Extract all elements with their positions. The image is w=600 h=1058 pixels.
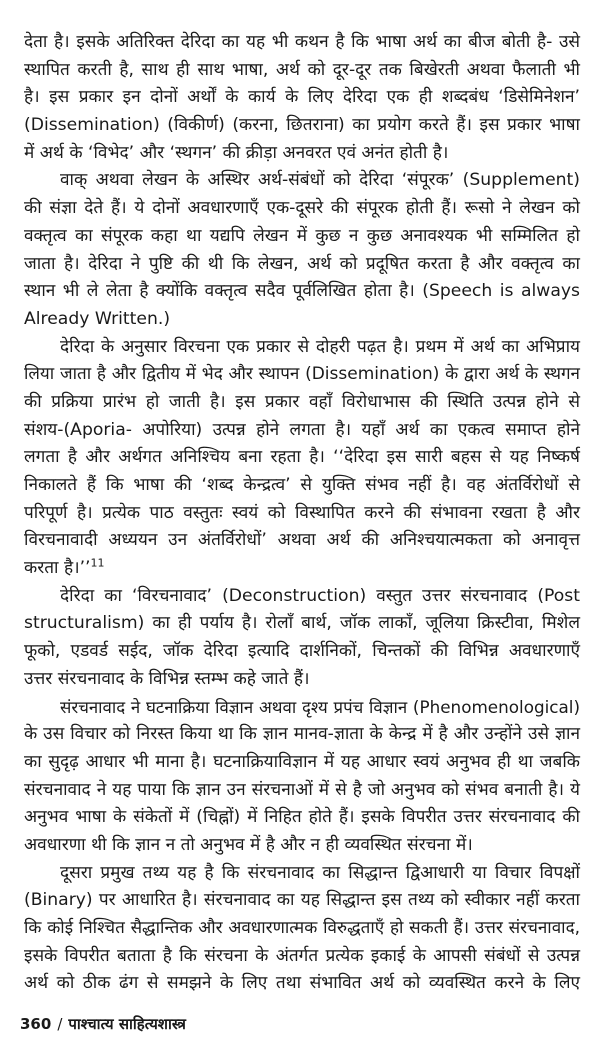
- line-text: निकालते हैं कि भाषा की ‘शब्द केन्द्रत्व’ से युक्ति संभव नहीं है। वह अंतर्विरोधों से: [24, 475, 580, 495]
- text-line: [24, 140, 580, 168]
- line-text: Already Written.): [24, 308, 171, 329]
- line-text: विरचनावादी अध्ययन उन अंतर्विरोधों’ अथवा अर्थ की अनिश्चयात्मकता को अनावृत्त: [24, 530, 580, 551]
- line-text: अर्थ को ठीक ढंग से समझने के लिए तथा संभावित अर्थ को व्यवस्थित करने के लिए: [24, 973, 580, 994]
- line-text: स्थान भी ले लेता है क्योंकि वक्तृत्व सदैव पूर्वलिखित होता है। (Speech is always: [24, 281, 580, 302]
- line-text: में अर्थ के ‘विभेद’ और ‘स्थगन’ की क्रीड़ा अनवरत एवं अनंत होती है।: [24, 142, 449, 163]
- text-line: [24, 915, 580, 943]
- text-line: [24, 666, 580, 694]
- text-line: [24, 251, 580, 279]
- text-line: [24, 832, 580, 860]
- text-line: [24, 57, 580, 85]
- line-text: (Binary) पर आधारित है। संरचनावाद का यह सिद्धान्त इस तथ्य को स्वीकार नहीं करता: [24, 890, 580, 911]
- text-line: [24, 500, 580, 528]
- text-line: [24, 223, 580, 251]
- line-text: लिया जाता है और द्वितीय में भेद और स्थापन (Dissemination) के द्वारा अर्थ के स्थगन: [24, 364, 580, 385]
- line-text: फूको, एडवर्ड सईद, जॉक देरिदा इत्यादि दार्शनिकों, चिन्तकों की विभिन्न अवधारणाएँ: [24, 641, 580, 662]
- line-text: structuralism) का ही पर्याय है। रोलाँ बार्थ, जॉक लाकाँ, जूलिया क्रिस्टीवा, मिशेल: [24, 613, 580, 634]
- text-line: [24, 749, 580, 777]
- text-line: [24, 278, 580, 306]
- line-text: संरचनावाद ने यह पाया कि ज्ञान उन संरचनाओं में से है जो अनुभव को संभव बनाती है। ये: [24, 779, 580, 800]
- paragraph-first-line: [24, 694, 580, 722]
- text-line: [24, 195, 580, 223]
- line-text: देरिदा के अनुसार विरचना एक प्रकार से दोहरी पढ़त है। प्रथम में अर्थ का अभिप्राय: [60, 336, 580, 357]
- text-line: [24, 943, 580, 971]
- line-text: संशय-(Aporia- अपोरिया) उत्पन्न होने लगता है। यहाँ अर्थ का एकत्व समाप्त होने: [24, 419, 580, 440]
- text-line: [24, 638, 580, 666]
- page-number: 360: [20, 1015, 52, 1033]
- text-line: [24, 887, 580, 915]
- line-text: कि कोई निश्चित सैद्धान्तिक और अवधारणात्मक विरुद्धताएँ हो सकती हैं। उत्तर संरचनावाद,: [24, 918, 580, 938]
- line-text: अनुभव भाषा के संकेतों में (चिह्नों) में निहित होते हैं। इसके विपरीत उत्तर संरचनावाद की: [24, 807, 580, 828]
- line-text: स्थापित करती है, साथ ही साथ भाषा, अर्थ को दूर-दूर तक बिखेरती अथवा फैलाती भी: [24, 59, 580, 80]
- line-text: दूसरा प्रमुख तथ्य यह है कि संरचनावाद का सिद्धान्त द्विआधारी या विचार विपक्षों: [60, 862, 580, 883]
- page-footer: [20, 1014, 186, 1034]
- paragraph-first-line: [24, 167, 580, 195]
- text-line: [24, 29, 580, 57]
- book-title: पाश्चात्य साहित्यशास्त्र: [68, 1015, 186, 1033]
- line-text: की प्रक्रिया प्रारंभ हो जाती है। इस प्रकार वहाँ विरोधाभास की स्थिति उत्पन्न होने से: [24, 391, 580, 412]
- line-text: जाता है। देरिदा ने पुष्टि की थी कि लेखन, अर्थ को प्रदूषित करता है और वक्तृत्व का: [24, 253, 580, 274]
- text-line: [24, 804, 580, 832]
- footer-separator: /: [57, 1015, 63, 1033]
- line-text: अवधारणा थी कि ज्ञान न तो अनुभव में है और न ही व्यवस्थित संरचना में।: [24, 834, 473, 855]
- text-line: [24, 112, 580, 140]
- line-text: लगता है और अर्थगत अनिश्चिय बना रहता है। ‘‘देरिदा इस सारी बहस से यह निष्कर्ष: [24, 447, 580, 468]
- paragraph-first-line: [24, 860, 580, 888]
- line-text: परिपूर्ण है। प्रत्येक पाठ वस्तुतः स्वयं को विस्थापित करने की संभावना रखता है और: [24, 502, 580, 523]
- text-line: [24, 777, 580, 805]
- text-line: [24, 527, 580, 555]
- text-line: [24, 610, 580, 638]
- line-text: देता है। इसके अतिरिक्त देरिदा का यह भी कथन है कि भाषा अर्थ का बीज बोती है- उसे: [24, 32, 580, 52]
- text-line: [24, 555, 580, 583]
- line-text: देरिदा का ‘विरचनावाद’ (Deconstruction) वस्तुत उत्तर संरचनावाद (Post: [60, 585, 580, 606]
- text-line: [24, 970, 580, 998]
- text-line: [24, 84, 580, 112]
- text-line: [24, 444, 580, 472]
- line-text: के उस विचार को निरस्त किया था कि ज्ञान मानव-ज्ञाता के केन्द्र में है और उन्होंने उसे ज्ञान: [24, 724, 580, 745]
- footnote-reference: 11: [90, 556, 105, 570]
- text-line: [24, 721, 580, 749]
- line-text: का सुदृढ़ आधार भी माना है। घटनाक्रियाविज्ञान में यह आधार स्वयं अनुभव ही था जबकि: [24, 751, 580, 772]
- page-body: [24, 29, 580, 998]
- text-line: [24, 417, 580, 445]
- line-text: वाक् अथवा लेखन के अस्थिर अर्थ-संबंधों को देरिदा ‘संपूरक’ (Supplement): [60, 170, 580, 191]
- line-text: की संज्ञा देते हैं। ये दोनों अवधारणाएँ एक-दूसरे की संपूरक होती हैं। रूसो ने लेखन को: [24, 198, 580, 219]
- line-text: है। इस प्रकार इन दोनों अर्थों के कार्य के लिए देरिदा एक ही शब्दबंध ‘डिसेमिनेशन’: [24, 87, 580, 108]
- line-text: (Dissemination) (विकीर्ण) (करना, छितराना) का प्रयोग करते हैं। इस प्रकार भाषा: [24, 115, 580, 136]
- line-text: इसके विपरीत बताता है कि संरचना के अंतर्गत प्रत्येक इकाई के आपसी संबंधों से उत्पन्न: [24, 945, 580, 966]
- text-line: [24, 306, 580, 334]
- line-text: उत्तर संरचनावाद के विभिन्न स्तम्भ कहे जाते हैं।: [24, 668, 310, 689]
- line-text: संरचनावाद ने घटनाक्रिया विज्ञान अथवा दृश्य प्रपंच विज्ञान (Phenomenological): [60, 696, 580, 717]
- text-line: [24, 361, 580, 389]
- text-line: [24, 389, 580, 417]
- line-text: वक्तृत्व का संपूरक कहा था यद्यपि लेखन में कुछ न कुछ अनावश्यक भी सम्मिलित हो: [24, 225, 580, 246]
- paragraph-first-line: [24, 583, 580, 611]
- paragraph-first-line: [24, 334, 580, 362]
- line-text: करता है।’’: [24, 558, 91, 579]
- text-line: [24, 472, 580, 500]
